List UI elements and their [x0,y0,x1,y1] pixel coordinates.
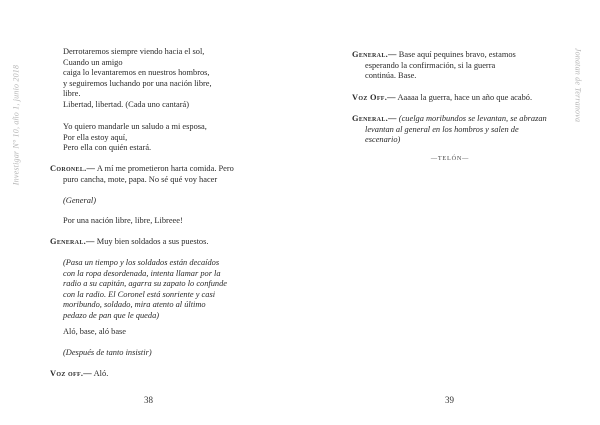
coronel-speech [50,164,234,185]
page-number: 39 [445,395,454,405]
voz-off-speech [50,369,108,380]
stage-line: (cuelga moribundos se levantan, se abrazan [398,114,547,123]
verse-line: Libertad, libertad. (Cada uno cantará) [63,99,190,109]
dialogue-text: Muy bien soldados a sus puestos. [96,237,209,246]
stage-line: levantan al general en los hombros y salen de [365,124,519,134]
dialogue-line: puro cancha, mote, papa. No sé qué voy hacer [63,174,218,184]
speaker-name: Voz off.— [50,369,92,378]
stage-line: pedazo de pan que le queda) [63,310,160,320]
stage-line: con la ropa desordenada, intenta llamar por la [63,268,221,278]
dialogue-line: continúa. Base. [365,71,417,81]
verse-block-2 [63,122,207,154]
general-speech [50,237,208,248]
stage-line: (Pasa un tiempo y los soldados están decaídos [63,258,220,267]
stage-line: escenario) [365,135,401,145]
voz-off-speech-2 [352,93,532,104]
speaker-name: General.— [352,114,397,123]
dialogue-text: Por una nación libre, libre, Libreee! [63,216,183,225]
verse-line: Yo quiero mandarle un saludo a mi esposa, [63,122,207,131]
verse-line: Cuando un amigo [63,57,123,67]
verse-line: libre. [63,89,81,99]
speaker-name: Coronel.— [50,164,96,173]
stage-line: radio a su capitán, agarra su zapato lo confunde [63,279,228,289]
left-running-head: Investigar N° 10, año 1, junio 2018 [11,64,21,186]
dialogue-line [352,114,547,125]
stage-direction: (General) [63,196,97,205]
general-speech-2 [352,50,516,82]
verse-block-1 [63,47,212,111]
speaker-name: General.— [352,50,397,59]
dialogue-line [50,164,234,175]
speaker-name: General.— [50,237,95,246]
verse-line: Por ella estoy aquí, [63,132,128,142]
dialogue-text: Base aquí pequines bravo, estamos [398,50,516,59]
verse-line: Pero ella con quién estará. [63,143,152,153]
stage-direction: (Después de tanto insistir) [63,348,152,357]
dialogue-text: Aló, base, aló base [63,327,127,336]
stage-line: moribundo, soldado, mira atento al último [63,300,206,310]
page-number: 38 [144,395,153,405]
dialogue-text: A mí me prometieron harta comida. Pero [96,164,234,173]
right-running-head: Jonatan de Terranova [573,47,583,123]
general-speech-3 [352,114,547,146]
verse-line: y seguiremos luchando por una nación libre, [63,78,212,88]
dialogue-line [352,50,516,61]
dialogue-line: esperando la confirmación, si la guerra [365,60,496,70]
verse-line: caiga lo levantaremos en nuestros hombros, [63,68,210,78]
stage-direction-block [63,258,227,322]
telon-marker: —TELÓN— [430,155,470,162]
dialogue-text: Aaaaa la guerra, hace un año que acabó. [397,93,533,102]
dialogue-text: Aló. [93,369,109,378]
speaker-name: Voz Off.— [352,93,396,102]
verse-line: Derrotaremos siempre viendo hacia el sol, [63,47,205,56]
stage-line: con la radio. El Coronel está sonriente y casi [63,289,216,299]
